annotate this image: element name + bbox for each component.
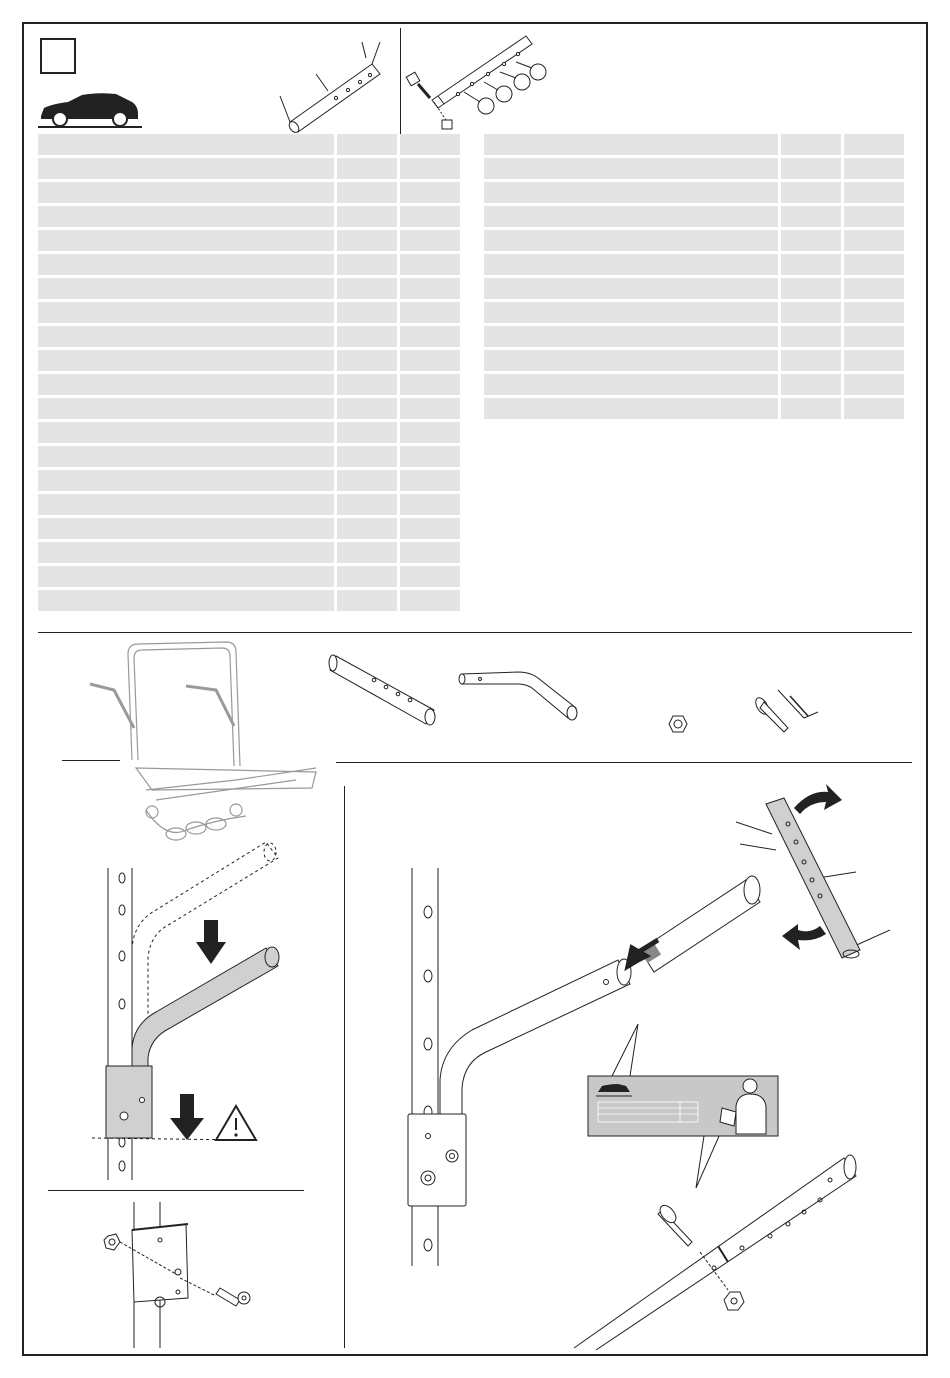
table-cell xyxy=(844,134,904,158)
tube-extension-diagram xyxy=(400,780,900,1350)
table-cell xyxy=(400,158,460,182)
table-row xyxy=(38,134,460,158)
table-cell xyxy=(337,470,400,494)
table-row xyxy=(38,230,460,254)
table-cell xyxy=(484,254,781,278)
table-cell xyxy=(844,278,904,302)
table-cell xyxy=(337,134,400,158)
table-cell xyxy=(38,302,337,326)
table-row xyxy=(38,350,460,374)
parts-table-left xyxy=(38,134,460,614)
table-cell xyxy=(400,326,460,350)
warning-triangle-icon xyxy=(216,1106,256,1140)
table-cell xyxy=(337,518,400,542)
table-cell xyxy=(337,422,400,446)
table-cell xyxy=(38,470,337,494)
table-row xyxy=(38,542,460,566)
table-cell xyxy=(844,158,904,182)
table-row xyxy=(38,182,460,206)
table-cell xyxy=(337,398,400,422)
table-row xyxy=(484,326,904,350)
table-cell xyxy=(484,278,781,302)
table-cell xyxy=(337,542,400,566)
table-cell xyxy=(337,446,400,470)
table-cell xyxy=(400,374,460,398)
table-cell xyxy=(337,158,400,182)
table-cell xyxy=(337,326,400,350)
table-cell xyxy=(400,518,460,542)
table-cell xyxy=(400,302,460,326)
table-cell xyxy=(337,302,400,326)
table-cell xyxy=(337,374,400,398)
table-cell xyxy=(484,326,781,350)
table-row xyxy=(484,206,904,230)
table-cell xyxy=(38,350,337,374)
parts-table-right xyxy=(484,134,904,422)
table-row xyxy=(38,326,460,350)
table-cell xyxy=(337,206,400,230)
table-cell xyxy=(38,398,337,422)
table-row xyxy=(38,158,460,182)
table-cell xyxy=(337,350,400,374)
table-row xyxy=(484,398,904,422)
section-divider-main xyxy=(38,632,912,633)
header-bolt-tube-diagram xyxy=(404,32,554,136)
table-cell xyxy=(400,230,460,254)
table-cell xyxy=(38,326,337,350)
table-cell xyxy=(844,206,904,230)
table-cell xyxy=(844,302,904,326)
table-cell xyxy=(484,374,781,398)
table-cell xyxy=(844,230,904,254)
table-cell xyxy=(38,374,337,398)
table-row xyxy=(38,254,460,278)
table-cell xyxy=(844,350,904,374)
bike-carrier-overview xyxy=(76,640,326,860)
table-cell xyxy=(781,254,844,278)
table-cell xyxy=(337,230,400,254)
table-cell xyxy=(400,446,460,470)
table-cell xyxy=(38,182,337,206)
parts-underline xyxy=(336,762,912,763)
table-cell xyxy=(337,566,400,590)
table-row xyxy=(38,398,460,422)
table-row xyxy=(38,446,460,470)
nut-part-icon xyxy=(668,714,688,734)
table-cell xyxy=(400,494,460,518)
table-row xyxy=(484,278,904,302)
table-row xyxy=(38,590,460,614)
table-cell xyxy=(484,230,781,254)
table-row xyxy=(38,566,460,590)
table-cell xyxy=(484,134,781,158)
table-cell xyxy=(844,374,904,398)
down-arrow-icon xyxy=(196,920,226,964)
table-row xyxy=(484,374,904,398)
table-cell xyxy=(337,278,400,302)
table-cell xyxy=(38,278,337,302)
table-row xyxy=(38,422,460,446)
table-cell xyxy=(400,350,460,374)
bolt-part-icon xyxy=(752,686,824,736)
table-cell xyxy=(400,254,460,278)
table-cell xyxy=(781,278,844,302)
table-cell xyxy=(38,134,337,158)
table-cell xyxy=(844,398,904,422)
table-cell xyxy=(400,542,460,566)
table-cell xyxy=(781,158,844,182)
header-divider-left xyxy=(400,28,401,134)
table-cell xyxy=(781,326,844,350)
table-cell xyxy=(38,254,337,278)
table-cell xyxy=(38,590,337,614)
table-cell xyxy=(38,566,337,590)
bent-tube-part xyxy=(458,668,582,728)
straight-tube-part xyxy=(330,652,442,730)
sub-divider-left xyxy=(48,1190,304,1191)
table-cell xyxy=(400,206,460,230)
table-cell xyxy=(400,134,460,158)
table-row xyxy=(38,278,460,302)
table-row xyxy=(38,518,460,542)
table-row xyxy=(484,350,904,374)
table-cell xyxy=(337,590,400,614)
table-row xyxy=(484,230,904,254)
table-row xyxy=(38,206,460,230)
table-cell xyxy=(781,398,844,422)
header-tube-diagram xyxy=(276,36,400,136)
table-cell xyxy=(781,206,844,230)
table-cell xyxy=(484,398,781,422)
table-cell xyxy=(400,470,460,494)
table-row xyxy=(484,182,904,206)
table-cell xyxy=(337,494,400,518)
down-arrow-icon xyxy=(170,1094,204,1140)
table-cell xyxy=(781,182,844,206)
table-row xyxy=(484,302,904,326)
overview-underline xyxy=(62,760,120,761)
table-cell xyxy=(844,254,904,278)
table-row xyxy=(484,158,904,182)
rotate-arrow-icon xyxy=(782,924,826,950)
table-cell xyxy=(38,158,337,182)
table-row xyxy=(38,494,460,518)
table-cell xyxy=(38,422,337,446)
table-row xyxy=(484,134,904,158)
table-cell xyxy=(400,278,460,302)
table-row xyxy=(38,302,460,326)
table-cell xyxy=(484,158,781,182)
step-number-box xyxy=(40,38,76,74)
table-cell xyxy=(38,446,337,470)
table-cell xyxy=(781,350,844,374)
table-cell xyxy=(484,302,781,326)
table-cell xyxy=(38,542,337,566)
table-cell xyxy=(844,182,904,206)
table-cell xyxy=(781,230,844,254)
table-cell xyxy=(484,350,781,374)
table-row xyxy=(38,470,460,494)
manual-callout-box xyxy=(588,1076,778,1136)
clamp-bolt-closeup xyxy=(96,1198,266,1350)
table-cell xyxy=(781,134,844,158)
table-cell xyxy=(400,566,460,590)
table-cell xyxy=(484,206,781,230)
table-cell xyxy=(484,182,781,206)
table-cell xyxy=(844,326,904,350)
table-row xyxy=(484,254,904,278)
table-row xyxy=(38,374,460,398)
table-cell xyxy=(38,494,337,518)
table-cell xyxy=(38,206,337,230)
table-cell xyxy=(400,590,460,614)
table-cell xyxy=(781,302,844,326)
table-cell xyxy=(781,374,844,398)
table-cell xyxy=(38,230,337,254)
table-cell xyxy=(400,422,460,446)
section-divider-vertical xyxy=(344,786,345,1348)
table-cell xyxy=(38,518,337,542)
table-cell xyxy=(337,182,400,206)
table-cell xyxy=(400,182,460,206)
rotate-arrow-icon xyxy=(794,784,842,814)
hatchback-car-icon xyxy=(38,92,142,128)
table-cell xyxy=(337,254,400,278)
table-cell xyxy=(400,398,460,422)
clamp-install-diagram xyxy=(86,838,300,1188)
